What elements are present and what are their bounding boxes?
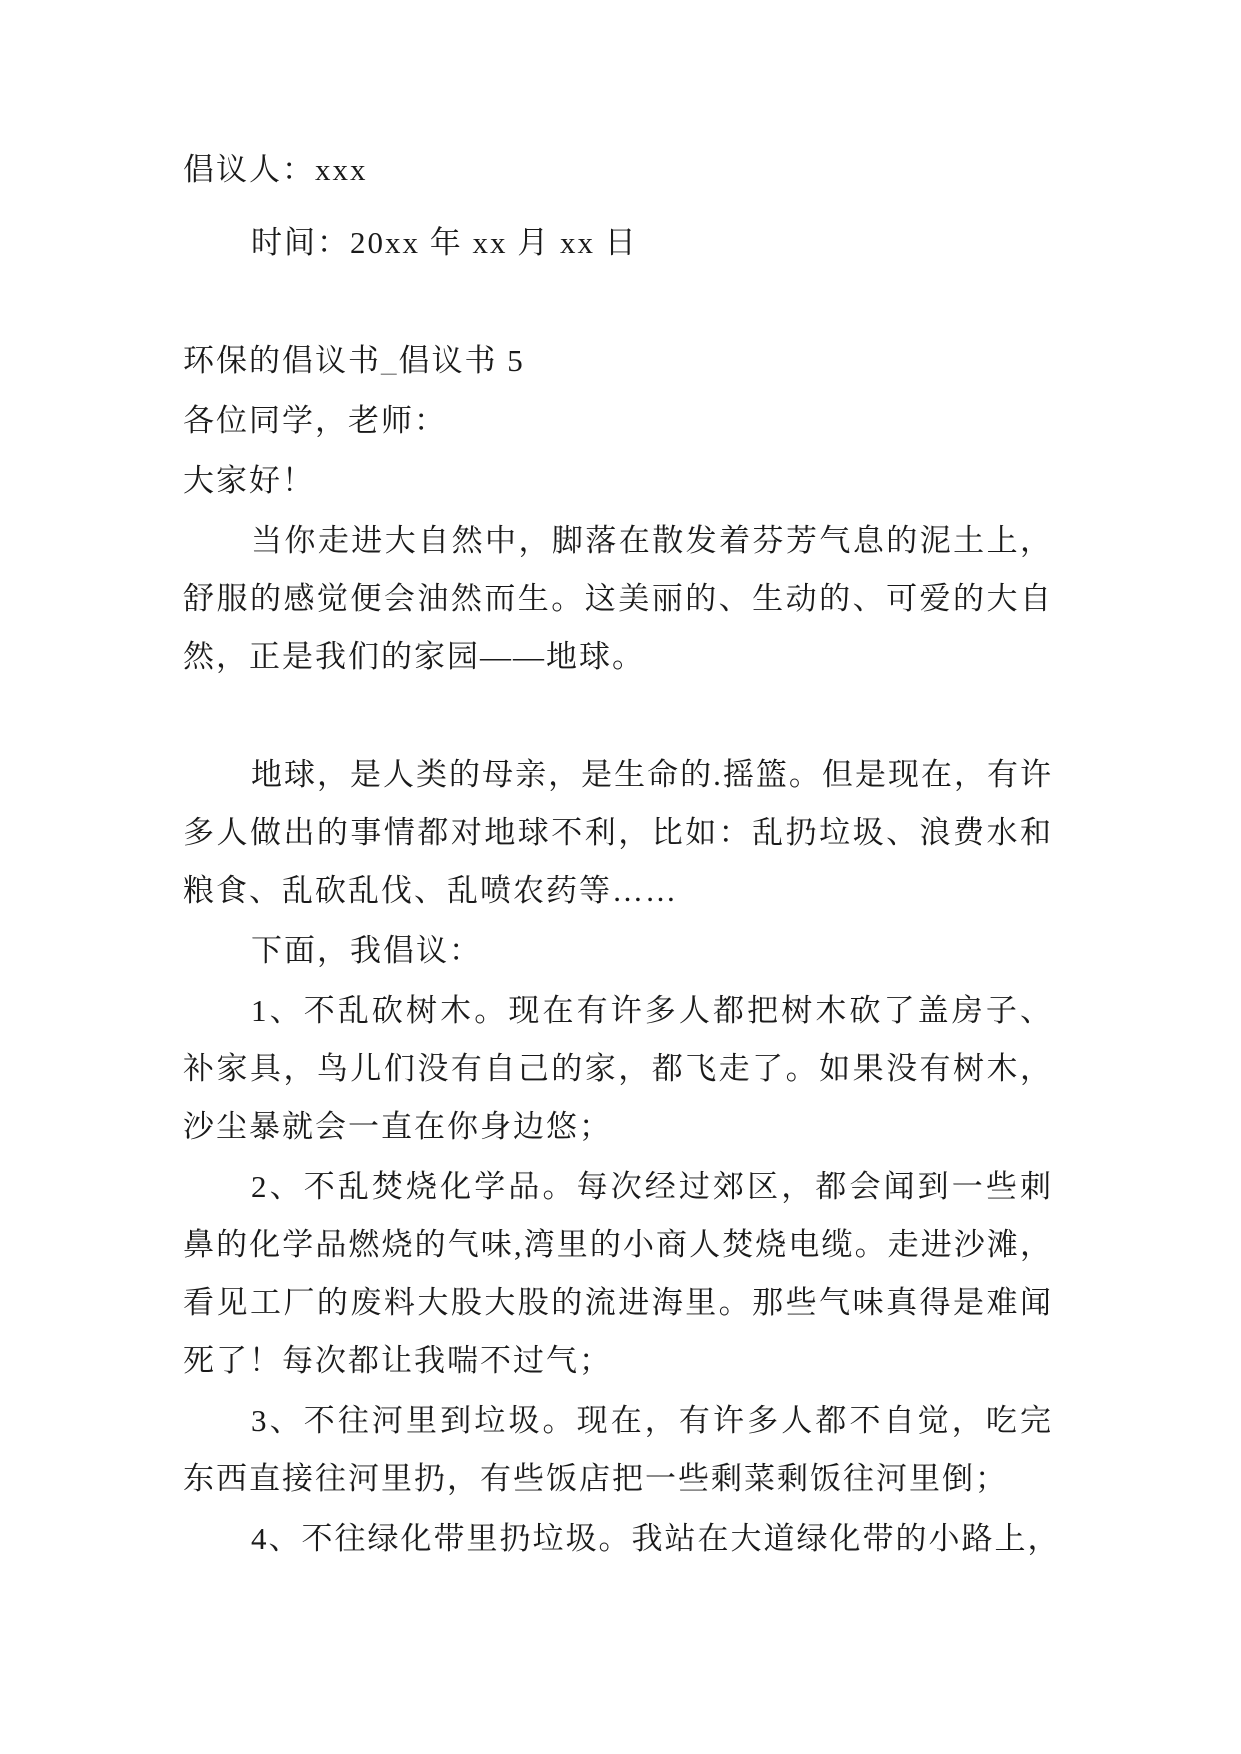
paragraph-intro-nature: 当你走进大自然中，脚落在散发着芬芳气息的泥土上，舒服的感觉便会油然而生。这美丽的、生动的、可爱的大自然，正是我们的家园——地球。 <box>183 523 1053 674</box>
title-text-left: 环保的倡议书 <box>183 343 381 378</box>
title-text-right: 倡议书 5 <box>398 343 525 378</box>
paragraph-item-4: 4、不往绿化带里扔垃圾。我站在大道绿化带的小路上， <box>251 1521 1061 1556</box>
paragraph-item-1: 1、不乱砍树木。现在有许多人都把树木砍了盖房子、补家具，鸟儿们没有自己的家，都飞走了。如果没有树木，沙尘暴就会一直在你身边悠； <box>183 993 1053 1144</box>
paragraph-proposal-lead: 下面，我倡议： <box>251 933 482 968</box>
document-title <box>183 332 1053 390</box>
signature-line: 倡议人：xxx <box>183 152 368 187</box>
greeting-line: 大家好！ <box>183 463 315 498</box>
blank-line <box>183 274 1053 332</box>
paragraph-item-2: 2、不乱焚烧化学品。每次经过郊区，都会闻到一些刺鼻的化学品燃烧的气味,湾里的小商人焚烧电缆。走进沙滩，看见工厂的废料大股大股的流进海里。那些气味真得是难闻死了！每次都让我喘不过气； <box>183 1169 1053 1378</box>
blank-line <box>183 688 1053 746</box>
title-underscore: _ <box>381 343 399 378</box>
date-line: 时间：20xx 年 xx 月 xx 日 <box>251 225 638 260</box>
salutation-line: 各位同学，老师： <box>183 403 447 438</box>
document-content <box>183 141 1061 1570</box>
paragraph-earth-mother: 地球，是人类的母亲，是生命的.摇篮。但是现在，有许多人做出的事情都对地球不利，比如：乱扔垃圾、浪费水和粮食、乱砍乱伐、乱喷农药等…… <box>183 757 1053 908</box>
paragraph-item-3: 3、不往河里到垃圾。现在，有许多人都不自觉，吃完东西直接往河里扔，有些饭店把一些剩菜剩饭往河里倒； <box>183 1403 1053 1496</box>
